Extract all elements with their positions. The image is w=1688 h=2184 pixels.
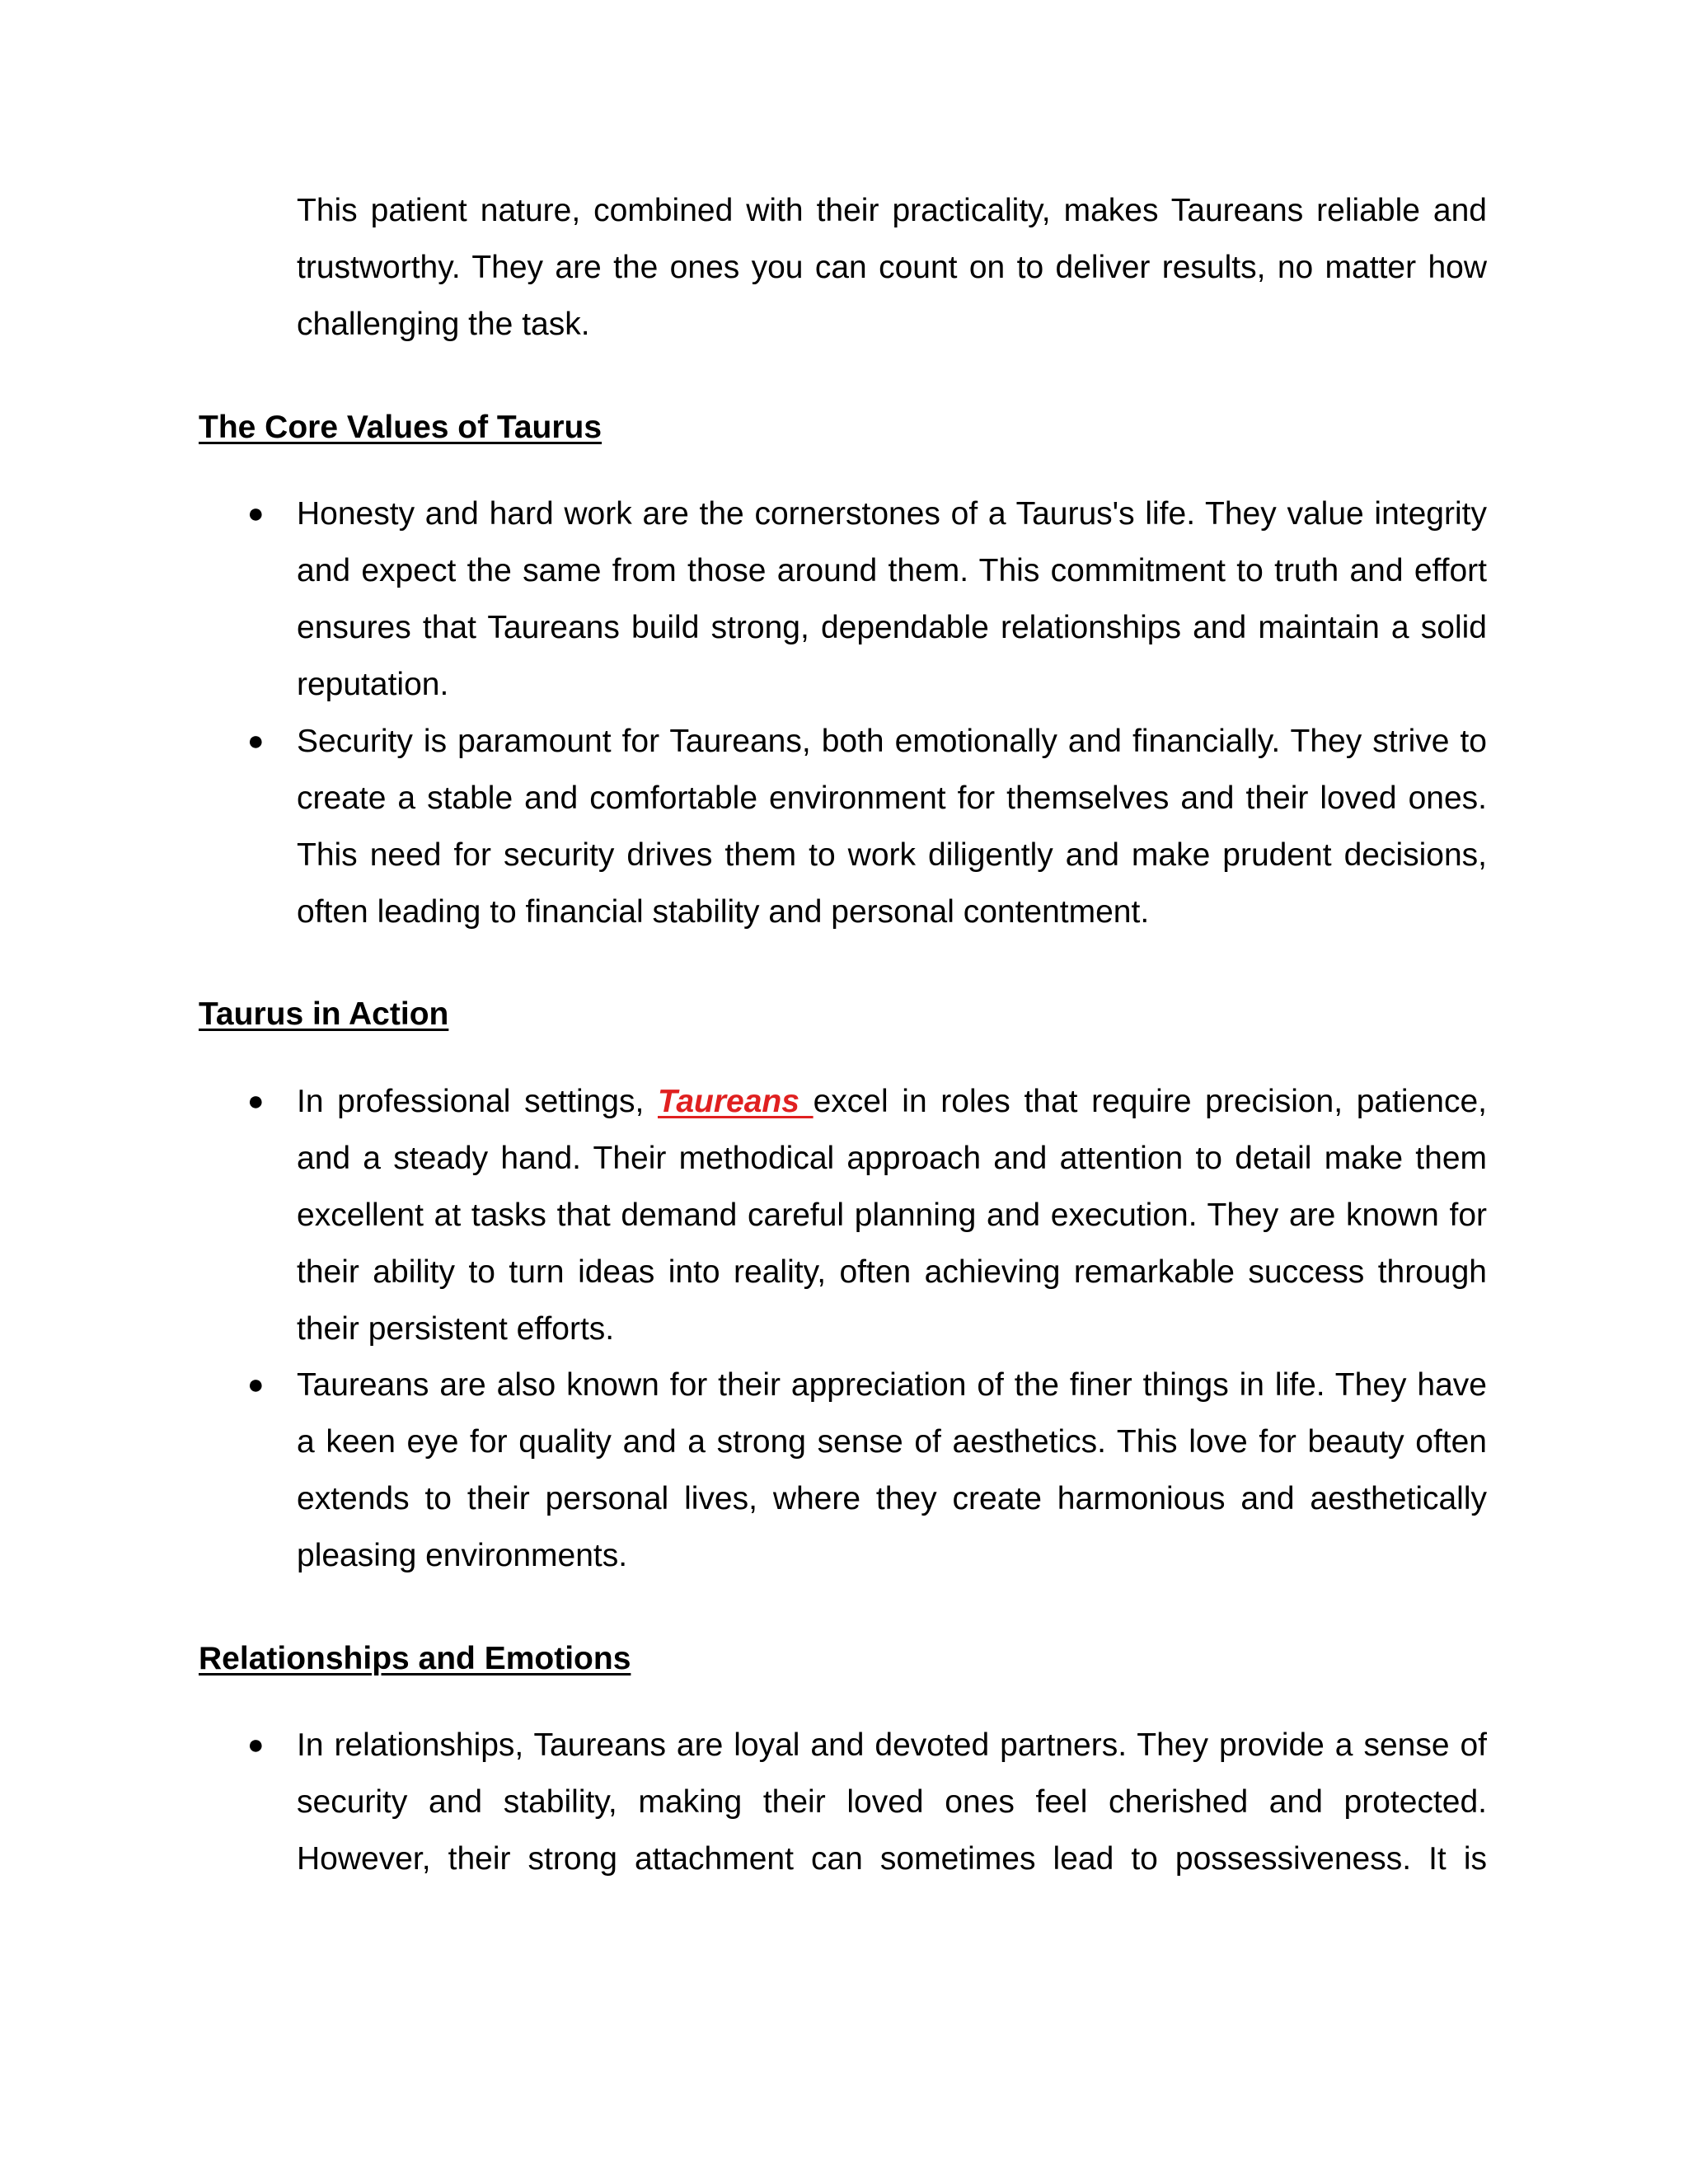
list-item: Security is paramount for Taureans, both emotionally and financially. They strive to create a stable and comfortable environment for themselves and their loved ones. This need for security drives them to work diligently and make prudent decisions, often leading to financial stability and personal contentment.	[297, 724, 1487, 930]
list-item: In relationships, Taureans are loyal and devoted partners. They provide a sense of security and stability, making their loved ones feel cherished and protected. However, their strong attachment can sometimes lead to possessiveness. It is	[297, 1727, 1487, 1877]
highlighted-link[interactable]: Taureans	[657, 1084, 814, 1119]
list-item-text-before: In professional settings,	[297, 1084, 658, 1119]
section-heading-core-values: The Core Values of Taurus	[199, 410, 603, 445]
section-heading-taurus-in-action: Taurus in Action	[199, 996, 449, 1032]
bullet-icon: ●	[247, 1369, 265, 1400]
list-item: Taureans are also known for their appreciation of the finer things in life. They have a keen eye for quality and a strong sense of aesthetics. This love for beauty often extends to their personal lives, where they create harmonious and aesthetically pleasing environments.	[297, 1367, 1487, 1573]
section-heading-relationships: Relationships and Emotions	[199, 1641, 631, 1676]
bullet-icon: ●	[247, 725, 265, 757]
bullet-icon: ●	[247, 1085, 265, 1117]
list-item	[297, 1073, 1487, 1357]
bullet-icon: ●	[247, 498, 265, 529]
intro-paragraph: This patient nature, combined with their practicality, makes Taureans reliable and trustworthy. They are the ones you can count on to deliver results, no matter how challenging the task.	[297, 193, 1487, 342]
bullet-icon: ●	[247, 1729, 265, 1760]
list-item: Honesty and hard work are the cornerstones of a Taurus's life. They value integrity and expect the same from those around them. This commitment to truth and effort ensures that Taureans build strong, dependable relationships and maintain a solid reputation.	[297, 496, 1487, 702]
list-item-text-after: excel in roles that require precision, patience, and a steady hand. Their methodical approach and attention to detail make them excellent at tasks that demand careful planning and execution. They are known for their ability to turn ideas into reality, often achieving remarkable success through their persistent efforts.	[297, 1084, 1488, 1347]
